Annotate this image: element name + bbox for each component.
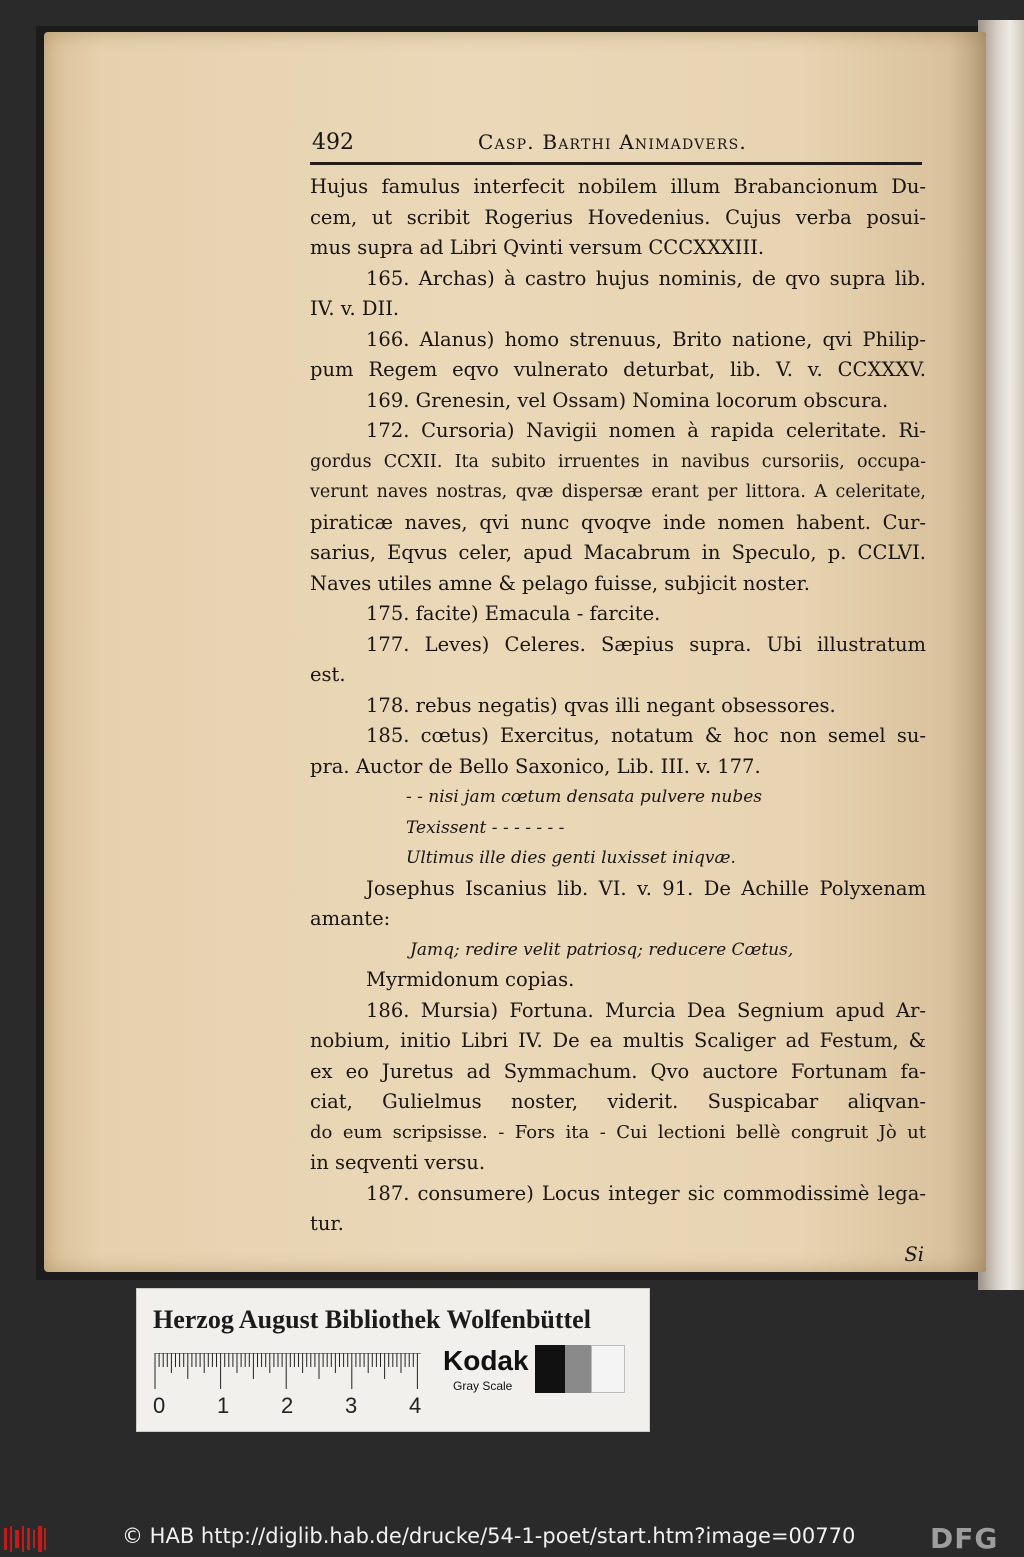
page-body (310, 172, 926, 1270)
text-line: pra. Auctor de Bello Saxonico, Lib. III. v. 177. (310, 754, 761, 778)
text-line: 172. Cursoria) Navigii nomen à rapida celeritate. Ri- (366, 419, 926, 442)
text-line: est. (310, 663, 346, 686)
footer-bar (0, 1520, 1024, 1557)
page-number: 492 (312, 130, 354, 155)
text-line: amante: (310, 907, 391, 930)
text-line: nobium, initio Libri IV. De ea multis Scaliger ad Festum, & (310, 1029, 926, 1052)
text-line: verunt naves nostras, qvæ dispersæ erant per littora. A celeritate, (310, 482, 926, 502)
ruler-number: 0 (153, 1393, 166, 1418)
verse-line: Ultimus ille dies genti luxisset iniqvæ. (406, 848, 736, 868)
verse-line: Texissent - - - - - - - (406, 817, 565, 838)
text-line: 178. rebus negatis) qvas illi negant obsessores. (366, 693, 836, 717)
scan-color-label (136, 1288, 650, 1432)
text-line: Naves utiles amne & pelago fuisse, subjicit noster. (310, 571, 810, 595)
ruler-number: 3 (345, 1393, 358, 1418)
catchword: Si (904, 1242, 924, 1266)
text-line: mus supra ad Libri Qvinti versum CCCXXXIII. (310, 236, 765, 259)
text-line: IV. v. DII. (310, 297, 400, 320)
text-line: Josephus Iscanius lib. VI. v. 91. De Achille Polyxenam (366, 876, 926, 900)
text-line: ciat, Gulielmus noster, viderit. Suspicabar aliqvan- (310, 1090, 926, 1113)
ruler-numbers (153, 1393, 453, 1423)
library-name: Herzog August Bibliothek Wolfenbüttel (153, 1305, 591, 1334)
text-line: 175. facite) Emacula - farcite. (366, 602, 661, 625)
copyright-link[interactable]: © HAB http://diglib.hab.de/drucke/54-1-poet/start.htm?image=00770 (122, 1524, 856, 1548)
gray-swatch-black (535, 1345, 565, 1393)
text-line: Hujus famulus interfecit nobilem illum Brabancionum Du- (310, 175, 926, 198)
text-line: 165. Archas) à castro hujus nominis, de qvo supra lib. (366, 266, 926, 290)
gray-scale-label: Gray Scale (453, 1379, 513, 1393)
text-line: Myrmidonum copias. (366, 968, 575, 991)
text-line: 177. Leves) Celeres. Sæpius supra. Ubi illustratum (366, 632, 926, 656)
text-line: 169. Grenesin, vel Ossam) Nomina locorum obscura. (366, 388, 889, 412)
ruler-number: 1 (217, 1393, 230, 1418)
ruler-number: 2 (281, 1393, 294, 1418)
ruler-number: 4 (409, 1393, 422, 1418)
text-line: sarius, Eqvus celer, apud Macabrum in Speculo, p. CCLVI. (310, 541, 926, 564)
text-line: gordus CCXII. Ita subito irruentes in navibus cursoriis, occupa- (310, 451, 926, 472)
gray-swatch-white (591, 1345, 625, 1393)
text-line: 186. Mursia) Fortuna. Murcia Dea Segnium apud Ar- (366, 998, 926, 1022)
text-line: in seqventi versu. (310, 1151, 486, 1174)
hab-barcode-icon (4, 1524, 48, 1554)
verse-line: - - nisi jam cœtum densata pulvere nubes (406, 787, 763, 807)
text-line: piraticæ naves, qvi nunc qvoqve inde nomen habent. Cur- (310, 510, 926, 534)
text-line: 187. consumere) Locus integer sic commodissimè lega- (366, 1181, 926, 1205)
text-line: 166. Alanus) homo strenuus, Brito natione, qvi Philip- (366, 327, 926, 351)
running-head: Casp. Barthi Animadvers. (478, 130, 747, 154)
ruler-scale (153, 1353, 423, 1393)
text-line: cem, ut scribit Rogerius Hovedenius. Cujus verba posui- (310, 205, 926, 229)
gray-swatch-mid (565, 1345, 591, 1393)
text-line: pum Regem eqvo vulnerato deturbat, lib. V. v. CCXXXV. (310, 358, 926, 381)
text-line: tur. (310, 1212, 344, 1235)
header-rule (310, 162, 922, 165)
page-text (310, 120, 926, 1266)
text-line: 185. cœtus) Exercitus, notatum & hoc non semel su- (366, 724, 926, 747)
text-line: ex eo Juretus ad Symmachum. Qvo auctore Fortunam fa- (310, 1059, 926, 1083)
page-header (310, 120, 926, 160)
verse-line: Jamq; redire velit patriosq; reducere Cœtus, (410, 939, 794, 960)
dfg-logo: DFG (930, 1522, 999, 1555)
kodak-logo: Kodak (443, 1345, 529, 1376)
text-line: do eum scripsisse. - Fors ita - Cui lectioni bellè congruit Jò ut (310, 1121, 926, 1143)
